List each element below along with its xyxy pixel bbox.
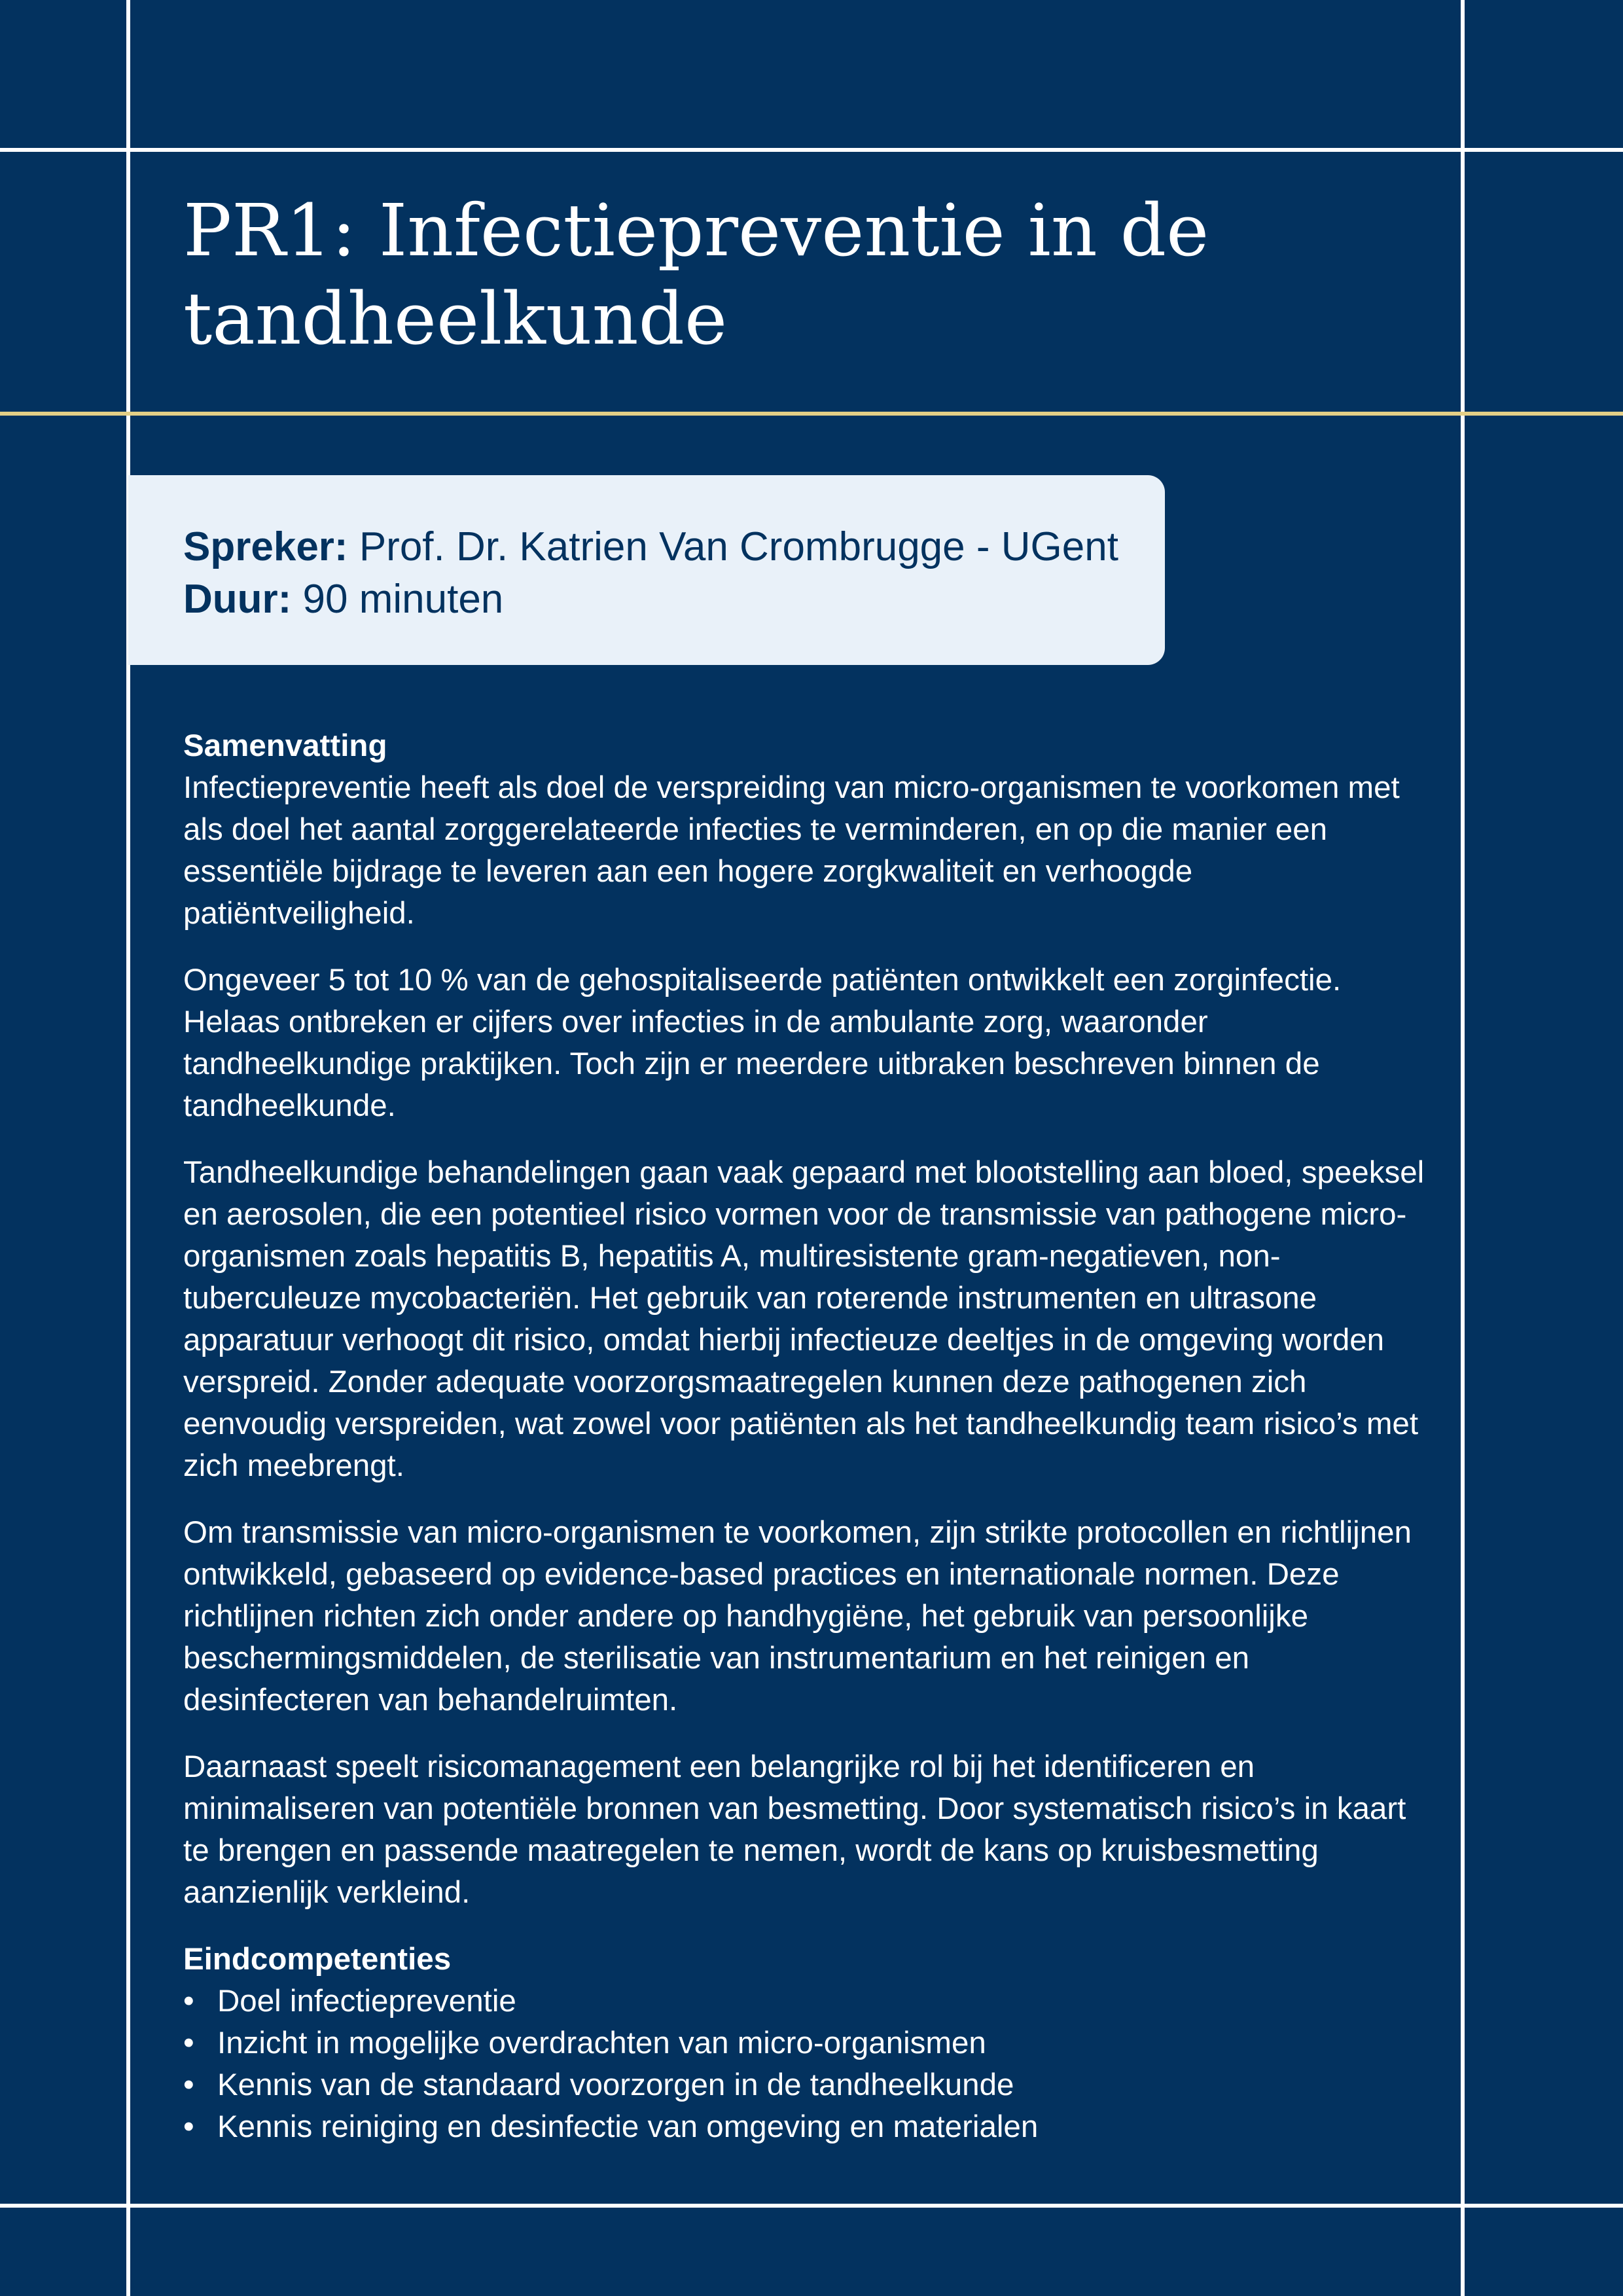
speaker-row — [183, 521, 1165, 573]
summary-paragraph: Tandheelkundige behandelingen gaan vaak gepaard met blootstelling aan bloed, speeksel en aerosolen, die een potentieel risico vormen voor de transmissie van pathogene micro-organismen zoals hepatitis B, hepatitis A, multiresistente gram-negatieven, non-tuberculeuze mycobacteriën. Het gebruik van roterende instrumenten en ultrasone apparatuur verhoogt dit risico, omdat hierbij infectieuze deeltjes in de omgeving worden verspreid. Zonder adequate voorzorgsmaatregelen kunnen deze pathogenen zich eenvoudig verspreiden, wat zowel voor patiënten als het tandheelkundig team risico’s met zich meebrengt. — [183, 1155, 1425, 1483]
guide-line-left — [126, 0, 130, 2296]
list-item — [183, 1981, 1427, 2022]
duration-row — [183, 573, 1165, 626]
competencies-heading: Eindcompetenties — [183, 1942, 452, 1977]
bullet-icon: • — [183, 2109, 194, 2144]
duration-value: 90 minuten — [302, 577, 504, 622]
guide-line-right — [1461, 0, 1465, 2296]
session-info-box — [128, 475, 1165, 665]
summary-paragraph: Daarnaast speelt risicomanagement een belangrijke rol bij het identificeren en minimaliseren van potentiële bronnen van besmetting. Door systematisch risico’s in kaart te brengen en passende maatregelen te nemen, wordt de kans op kruisbesmetting aanzienlijk verkleind. — [183, 1749, 1406, 1910]
guide-line-bottom — [0, 2204, 1623, 2208]
summary-heading: Samenvatting — [183, 728, 387, 763]
bullet-icon: • — [183, 2026, 194, 2060]
summary-paragraph: Ongeveer 5 tot 10 % van de gehospitaliseerde patiënten ontwikkelt een zorginfectie. Helaas ontbreken er cijfers over infecties in de ambulante zorg, waaronder tandheelkundige praktijken. Toch zijn er meerdere uitbraken beschreven binnen de tandheelkunde. — [183, 963, 1342, 1123]
competencies-list — [183, 1981, 1427, 2148]
summary-paragraph: Om transmissie van micro-organismen te voorkomen, zijn strikte protocollen en richtlijnen ontwikkeld, gebaseerd op evidence-based practices en internationale normen. Deze richtlijnen richten zich onder andere op handhygiëne, het gebruik van persoonlijke beschermingsmiddelen, de sterilisatie van instrumentarium en het reinigen en desinfecteren van behandelruimten. — [183, 1515, 1412, 1717]
guide-line-top — [0, 148, 1623, 152]
summary-paragraph: Infectiepreventie heeft als doel de verspreiding van micro-organismen te voorkomen met als doel het aantal zorggerelateerde infecties te verminderen, en op die manier een essentiële bijdrage te leveren aan een hogere zorgkwaliteit en verhoogde patiëntveiligheid. — [183, 770, 1400, 931]
speaker-label: Spreker: — [183, 524, 348, 569]
page-title: PR1: Infectiepreventie in de tandheelkunde — [183, 188, 1209, 361]
title-underline — [0, 412, 1623, 416]
speaker-value: Prof. Dr. Katrien Van Crombrugge - UGent — [359, 524, 1118, 569]
list-item — [183, 2106, 1427, 2148]
bullet-icon: • — [183, 2068, 194, 2102]
list-item-text: Kennis reiniging en desinfectie van omgeving en materialen — [217, 2109, 1039, 2144]
list-item — [183, 2064, 1427, 2106]
main-content — [183, 725, 1427, 2148]
duration-label: Duur: — [183, 577, 292, 622]
list-item-text: Inzicht in mogelijke overdrachten van micro-organismen — [217, 2026, 986, 2060]
bullet-icon: • — [183, 1984, 194, 2018]
list-item — [183, 2022, 1427, 2064]
list-item-text: Kennis van de standaard voorzorgen in de tandheelkunde — [217, 2068, 1014, 2102]
list-item-text: Doel infectiepreventie — [217, 1984, 516, 2018]
